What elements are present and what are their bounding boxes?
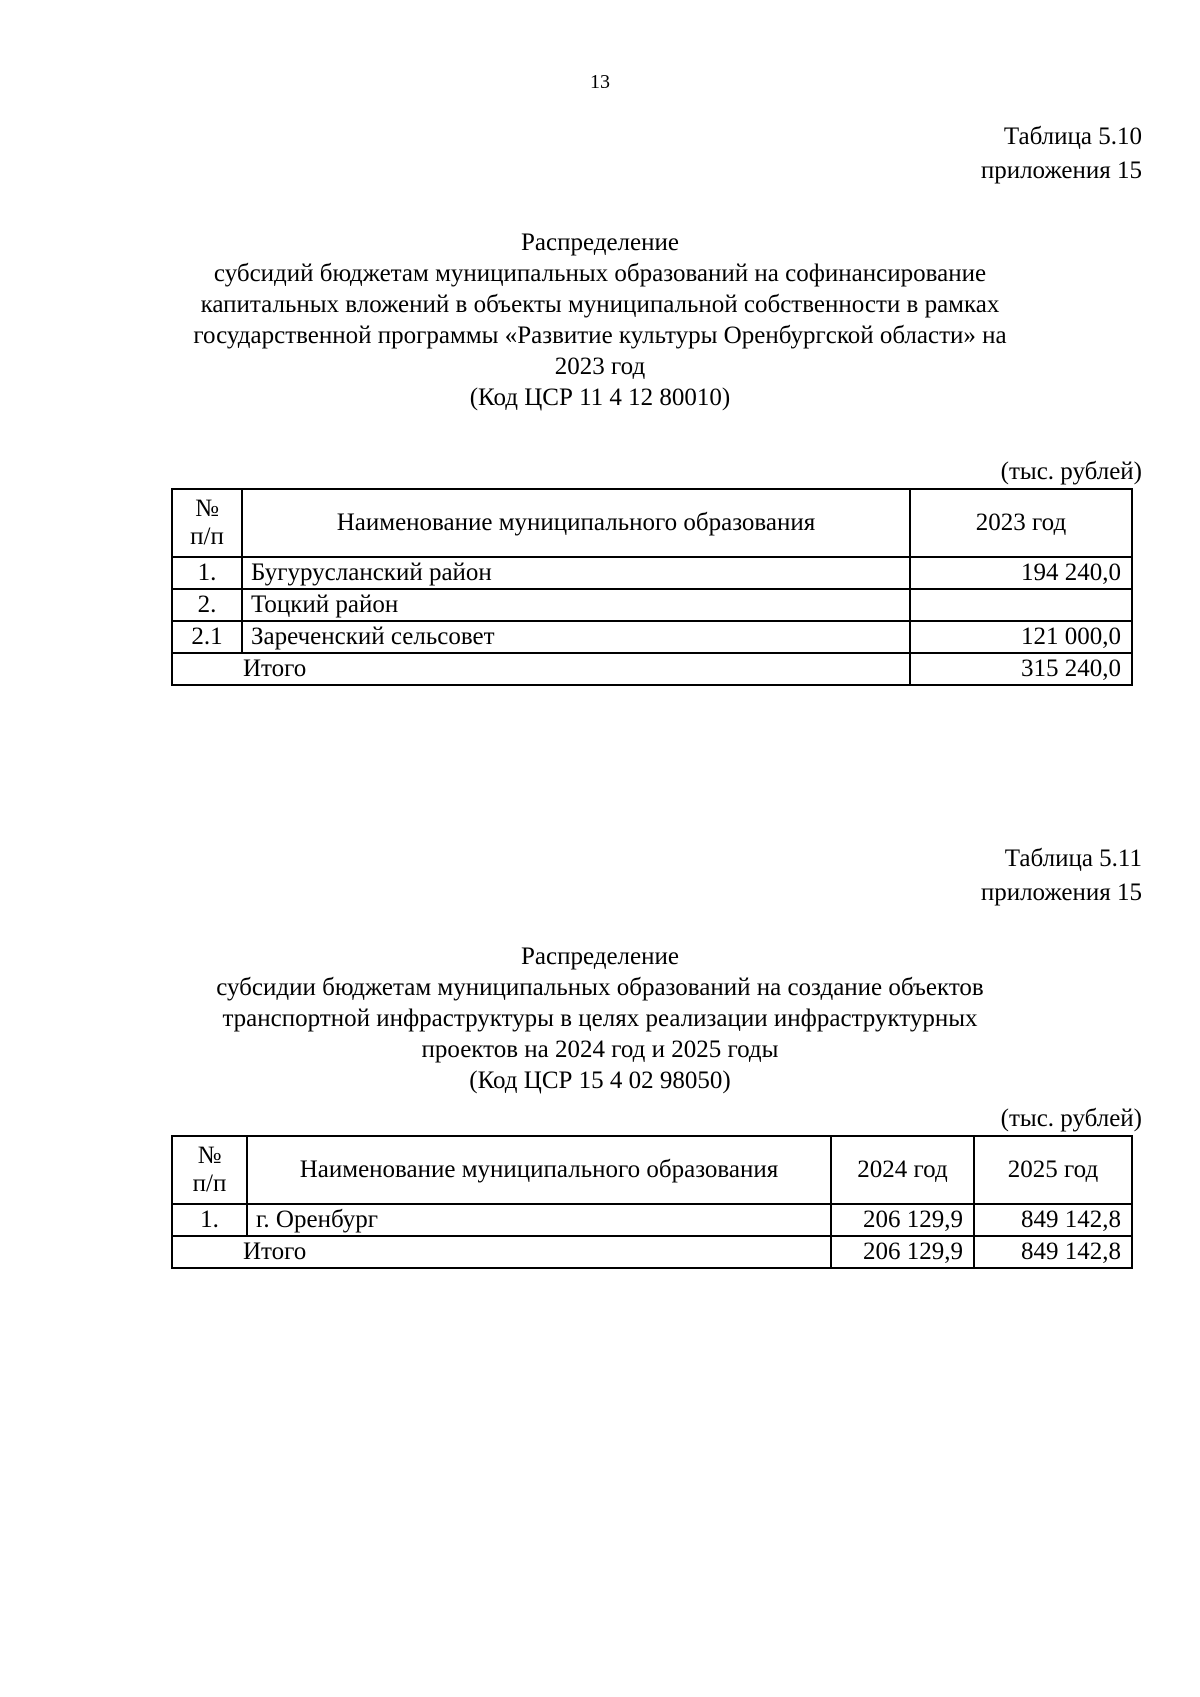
table1-unit: (тыс. рублей) [1000, 458, 1142, 485]
table2-caption-line1: Таблица 5.11 [1004, 845, 1142, 872]
total-value-2024: 206 129,9 [831, 1236, 974, 1268]
table-row [172, 1204, 1132, 1236]
table2-header-row [172, 1136, 1132, 1204]
table-row [172, 621, 1132, 653]
row-num: 2. [172, 589, 242, 621]
table2-title-line4: проектов на 2024 год и 2025 годы [421, 1036, 779, 1063]
table2-title-line1: Распределение [521, 943, 679, 970]
row-value-2023: 194 240,0 [910, 557, 1132, 589]
table1-header-name: Наименование муниципального образования [242, 489, 910, 557]
table1-caption-line1: Таблица 5.10 [1003, 123, 1142, 150]
row-name: Бугурусланский район [242, 557, 910, 589]
table1-header-2023: 2023 год [910, 489, 1132, 557]
table2-title-line3: транспортной инфраструктуры в целях реализации инфраструктурных [222, 1005, 978, 1032]
table1 [171, 488, 1133, 686]
total-label: Итого [172, 653, 910, 685]
table1-header-num [172, 489, 242, 557]
table2-title-line5: (Код ЦСР 15 4 02 98050) [469, 1067, 731, 1094]
table1-header-num-line1: № [195, 495, 219, 522]
table2-title [0, 941, 1200, 1096]
table2-header-2024: 2024 год [831, 1136, 974, 1204]
table2-title-line2: субсидии бюджетам муниципальных образований на создание объектов [216, 974, 984, 1001]
table1-title-line6: (Код ЦСР 11 4 12 80010) [469, 384, 731, 411]
table-row [172, 557, 1132, 589]
table1-title-line3: капитальных вложений в объекты муниципальной собственности в рамках [200, 291, 1000, 318]
row-value-2023: 121 000,0 [910, 621, 1132, 653]
table2-header-2025: 2025 год [974, 1136, 1132, 1204]
row-value-2025: 849 142,8 [974, 1204, 1132, 1236]
table2-header-num-line2: п/п [192, 1170, 227, 1197]
row-value-2023 [910, 589, 1132, 621]
table2-header-num [172, 1136, 247, 1204]
table2-unit: (тыс. рублей) [1000, 1105, 1142, 1132]
table1-title-line5: 2023 год [554, 353, 646, 380]
table2-caption [981, 842, 1142, 910]
row-name: г. Оренбург [247, 1204, 831, 1236]
total-value-2025: 849 142,8 [974, 1236, 1132, 1268]
table2-header-num-line1: № [197, 1142, 222, 1169]
row-value-2024: 206 129,9 [831, 1204, 974, 1236]
table1-total-row [172, 653, 1132, 685]
table2-total-row [172, 1236, 1132, 1268]
row-name: Зареченский сельсовет [242, 621, 910, 653]
table1-title-line2: субсидий бюджетам муниципальных образований на софинансирование [213, 260, 987, 287]
row-num: 2.1 [172, 621, 242, 653]
row-name: Тоцкий район [242, 589, 910, 621]
table1-title-line4: государственной программы «Развитие культуры Оренбургской области» на [193, 322, 1007, 349]
table-row [172, 589, 1132, 621]
total-value-2023: 315 240,0 [910, 653, 1132, 685]
table2-caption-line2: приложения 15 [980, 879, 1142, 906]
total-label: Итого [172, 1236, 831, 1268]
row-num: 1. [172, 1204, 247, 1236]
table1-caption [981, 120, 1142, 188]
row-num: 1. [172, 557, 242, 589]
table1-header-num-line2: п/п [190, 523, 224, 550]
page-number: 13 [590, 71, 610, 93]
table2-header-name: Наименование муниципального образования [247, 1136, 831, 1204]
table1-title [0, 227, 1200, 413]
table2 [171, 1135, 1133, 1269]
table1-header-row [172, 489, 1132, 557]
table1-caption-line2: приложения 15 [980, 157, 1142, 184]
table1-title-line1: Распределение [521, 229, 679, 256]
